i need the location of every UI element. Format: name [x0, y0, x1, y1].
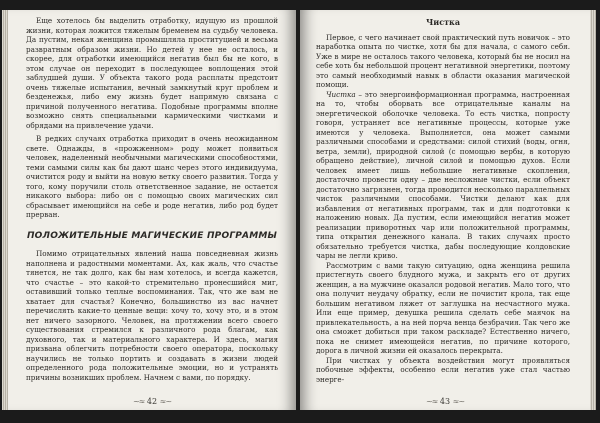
- emphasis-word: Чистка: [326, 89, 356, 99]
- paragraph: Чистка – это энергоинформационная программа, настроенная на то, чтобы оборвать все отрицательные каналы на энергетической оболочке человека. То есть чистка, попросту говоря, устраняет все негативные процессы, которые уже имеются у человека. Выполняется, она может самыми различными способами и средствами: силой стихий (воды, огня, ветра, земли), природной силой (с помощью вербы, в которую обращено действие), личной силой и помощью духов. Если человек имеет лишь небольшие негативные скопления, достаточно провести одну – две несложные чистки, если объект достаточно загрязнен, тогда проводится несколько параллельных чисток различными способами. Чистки делают как для избавления от негативных программ, так и для подготовки к наложению новых. Да пустим, если имеющийся негатив может реализации приворотных чар или положительной программы, типа открытия денежного канала. В таких случаях просто обязательно требуется чистка, дабы последующие колдовские чары не легли криво.: [316, 89, 570, 260]
- ornament-left-icon: ~≈: [425, 397, 438, 406]
- ornament-left-icon: ~≈: [132, 397, 145, 406]
- right-page-text: [316, 18, 570, 384]
- left-page: [8, 10, 296, 410]
- running-head: Чистка: [425, 17, 461, 27]
- left-page-text: [26, 16, 278, 382]
- page-number-left: ~≈ 42 ≈~: [132, 397, 172, 406]
- paragraph: В редких случаях отработка приходит в очень неожиданном свете. Однажды, в «прожженном» роду может появиться человек, наделенный необычными магическими способностями, теми самыми силы как бы дают шанс через этого индивидуума, очистится роду и выйти на новую ветку своего развития. Тогда у того, кому поручили столь ответственное задание, не остается никакого выбора: либо он с помощью своих магических сил сбрасывает имеющийся на себе и роде негатив, либо род будет прерван.: [26, 134, 278, 219]
- paragraph: При чистках у объекта воздействия могут проявляться побочные эффекты, особенно если негатив уже стал частью энерге-: [316, 355, 570, 384]
- right-page: [300, 10, 590, 410]
- paragraph: Еще хотелось бы выделить отработку, идущую из прошлой жизни, которая ложится тяжелым бременем на судьбу человека. Да пустим, некая женщина промышляла проституцией и весьма развратным образом жизни. Но детей у нее не осталось, и скорее, для отработки имеющийся негатив был бы не кого, в этом случае он переходит в последующее воплощения этой заблудшей души. У объекта такого рода расплаты предстоит очень тяжелые испытания, вечный замкнутый круг проблем и безденежья, либо ему жизнь будет напрямую связана с причиной полученного негатива. Подобные программы вполне возможно снять специальными кармическими чистками и обрядами на привлечение удачи.: [26, 16, 278, 130]
- ornament-right-icon: ≈~: [159, 397, 172, 406]
- paragraph: Первое, с чего начинает свой практический путь новичок – это наработка опыта по чистке, хотя бы для начала, с самого себя. Уже в мире не осталось такого человека, который бы не носил на себе хоть бы небольшой процент негативной энергетики, поэтому это самый необходимый навык в области оказания магической помощи.: [316, 32, 570, 89]
- section-title: ПОЛОЖИТЕЛЬНЫЕ МАГИЧЕСКИЕ ПРОГРАММЫ: [26, 230, 278, 241]
- paragraph: Помимо отрицательных явлений наша повседневная жизнь наполнена и радостными моментами. Ах, как жаль, что счастье тянется, не так долго, как бы нам хотелось, и всегда кажется, что счастье – это какой-то стремительно пронесшийся миг, оставивший только теплые воспоминания. Так, что же вам не хватает для счастья? Конечно, большинство из вас начнет перечислять какие-то ценные вещи: хочу то, хочу это, и в этом нет ничего зазорного. Человек, на протяжении всего своего существования стремился к различного рода благам, как духовного, так и материального характера. И здесь, магия призвана облегчить потребности своего оператора, поскольку научились не только портить и создавать в жизни людей определенного рода положительные эмоции, но и устранять причины возникших проблем. Начнем с вами, по порядку.: [26, 249, 278, 382]
- right-page-edge: [590, 10, 596, 410]
- page-number-right: ~≈ 43 ≈~: [425, 397, 465, 406]
- paragraph: Рассмотрим с вами такую ситуацию, одна женщина решила пристегнуть своего блудного мужа, и закрыть его от других женщин, а на мужчине оказался родовой негатив. Мало того, что она получит неудачу обратку, если не почистит крола, так еще большим негативом ляжет от заглушка на несчастного мужа. Или еще пример, девушка решила сделать себе маячок на привлекательность, а на ней порча венца безбрачия. Так чего же она сможет добиться при таком раскладе? Естественно ничего, пока не снимет имеющейся негатив, по причине которого, дорога в личной жизни ей оказалось перекрыта.: [316, 260, 570, 355]
- ornament-right-icon: ≈~: [452, 397, 465, 406]
